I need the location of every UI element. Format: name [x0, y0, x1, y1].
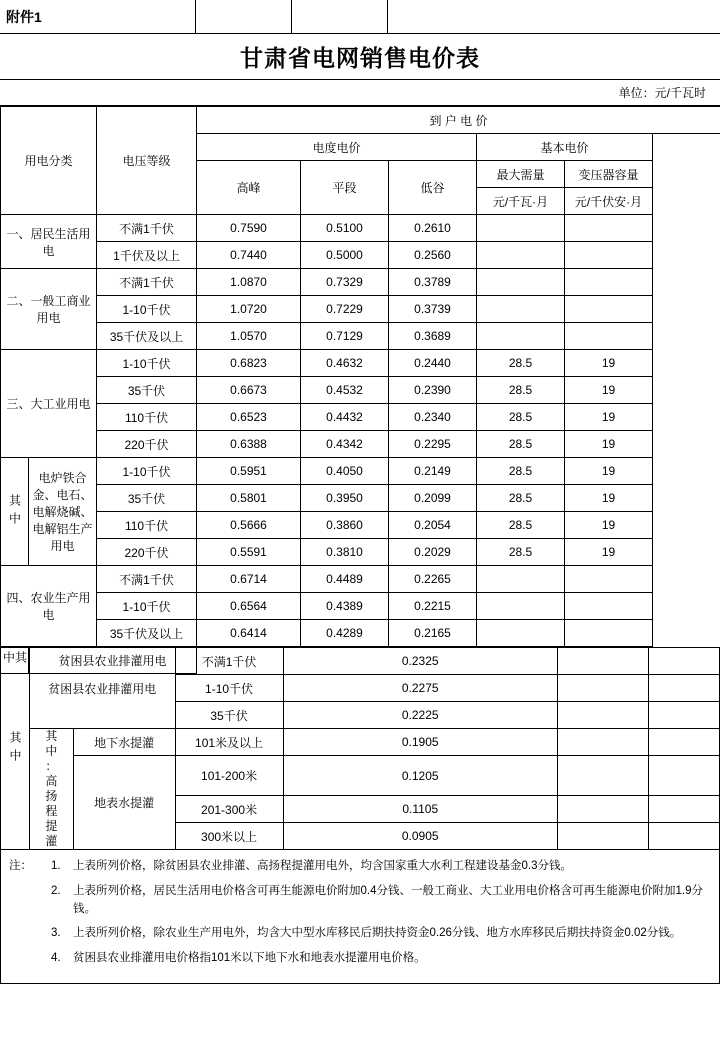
notes-section [0, 850, 720, 984]
voltage-label: 35千伏及以上 [97, 620, 197, 647]
voltage-label: 35千伏及以上 [97, 323, 197, 350]
note-number: 3. [51, 927, 61, 940]
price-single: 0.2275 [283, 675, 557, 702]
price-single: 0.2325 [283, 648, 557, 675]
price-single: 0.2225 [283, 702, 557, 729]
price-valley: 0.2265 [389, 566, 477, 593]
header-unit-capacity: 元/千伏安·月 [565, 188, 653, 215]
price-demand [557, 756, 648, 796]
table-row [1, 729, 720, 756]
attachment-header-row [0, 0, 720, 34]
category-residential: 一、居民生活用电 [1, 215, 97, 269]
price-flat: 0.7329 [301, 269, 389, 296]
price-peak: 0.6523 [197, 404, 301, 431]
voltage-label: 101米及以上 [175, 729, 283, 756]
attachment-blank-cell-2 [292, 0, 388, 34]
price-peak: 0.6564 [197, 593, 301, 620]
price-demand [477, 242, 565, 269]
note-text: 上表所列价格，居民生活用电价格含可再生能源电价附加0.4分钱、一般工商业、大工业用电价格含可再生能源电价附加1.9分钱。 [73, 884, 703, 915]
price-demand: 28.5 [477, 431, 565, 458]
poor-county-irrigation-label: 贫困县农业排灌用电 [29, 647, 197, 674]
price-capacity: 19 [565, 404, 653, 431]
price-capacity: 19 [565, 350, 653, 377]
price-peak: 1.0570 [197, 323, 301, 350]
note-number: 1. [51, 860, 61, 872]
category-large-industry: 三、大工业用电 [1, 350, 97, 458]
note-item [9, 858, 709, 876]
table-row [1, 566, 720, 593]
page-title: 甘肃省电网销售电价表 [240, 46, 480, 71]
voltage-label: 1千伏及以上 [97, 242, 197, 269]
table-row [1, 323, 720, 350]
price-flat: 0.4632 [301, 350, 389, 377]
header-valley: 低谷 [389, 161, 477, 215]
table-row [1, 512, 720, 539]
price-flat: 0.4532 [301, 377, 389, 404]
attachment-blank-cell-1 [196, 0, 292, 34]
price-single: 0.1205 [283, 756, 557, 796]
note-text: 上表所列价格，除贫困县农业排灌、高扬程提灌用电外，均含国家重大水利工程建设基金0.3分钱。 [73, 860, 572, 872]
price-valley: 0.3789 [389, 269, 477, 296]
voltage-label: 不满1千伏 [175, 648, 283, 675]
price-valley: 0.2560 [389, 242, 477, 269]
high-lift-label: 其 中 ： 高 扬 程 提 灌 [30, 729, 74, 850]
price-peak: 0.5666 [197, 512, 301, 539]
table-row [1, 215, 720, 242]
price-demand [557, 796, 648, 823]
electricity-price-table-lower [0, 647, 720, 850]
header-flat: 平段 [301, 161, 389, 215]
price-capacity [565, 269, 653, 296]
header-transformer-capacity: 变压器容量 [565, 161, 653, 188]
note-item [9, 883, 709, 919]
price-peak: 0.6414 [197, 620, 301, 647]
table-row [1, 593, 720, 620]
price-peak: 0.6823 [197, 350, 301, 377]
qizhong-label-1 [1, 458, 29, 566]
price-peak: 0.5951 [197, 458, 301, 485]
voltage-label: 1-10千伏 [175, 675, 283, 702]
price-flat: 0.7129 [301, 323, 389, 350]
voltage-label: 35千伏 [97, 377, 197, 404]
voltage-label: 1-10千伏 [97, 458, 197, 485]
note-text: 上表所列价格，除农业生产用电外，均含大中型水库移民后期扶持资金0.26分钱、地方水库移民后期扶持资金0.02分钱。 [73, 927, 682, 940]
table-row [1, 620, 720, 647]
price-capacity [565, 566, 653, 593]
price-capacity: 19 [565, 377, 653, 404]
header-basic-price: 基本电价 [477, 134, 653, 161]
qizhong-label-2b [1, 648, 30, 850]
voltage-label: 35千伏 [175, 702, 283, 729]
voltage-label: 不满1千伏 [97, 566, 197, 593]
price-demand [557, 648, 648, 675]
price-capacity: 19 [565, 539, 653, 566]
voltage-label: 1-10千伏 [97, 296, 197, 323]
note-number: 4. [51, 952, 61, 965]
table-row [1, 350, 720, 377]
price-demand [557, 823, 648, 850]
voltage-label: 300米以上 [175, 823, 283, 850]
price-capacity: 19 [565, 512, 653, 539]
price-capacity: 19 [565, 458, 653, 485]
table-row [1, 404, 720, 431]
price-demand [477, 215, 565, 242]
note-item [9, 950, 709, 968]
table-row [1, 539, 720, 566]
price-peak: 0.5591 [197, 539, 301, 566]
header-to-household-price: 到 户 电 价 [197, 107, 720, 134]
price-capacity [649, 796, 720, 823]
price-flat: 0.4289 [301, 620, 389, 647]
price-valley: 0.2165 [389, 620, 477, 647]
attachment-blank-cell-3 [388, 0, 720, 34]
price-capacity [565, 323, 653, 350]
note-text: 贫困县农业排灌用电价格指101米以下地下水和地表水提灌用电价格。 [73, 952, 426, 965]
price-peak: 0.6388 [197, 431, 301, 458]
price-single: 0.0905 [283, 823, 557, 850]
price-demand: 28.5 [477, 350, 565, 377]
price-capacity [565, 215, 653, 242]
header-peak: 高峰 [197, 161, 301, 215]
special-industry-label: 电炉铁合金、电石、电解烧碱、电解铝生产用电 [29, 458, 97, 566]
header-max-demand: 最大需量 [477, 161, 565, 188]
table-row [1, 242, 720, 269]
qizhong-label-2-text: 其中 [1, 651, 28, 669]
voltage-label: 35千伏 [97, 485, 197, 512]
price-flat: 0.3860 [301, 512, 389, 539]
price-single: 0.1105 [283, 796, 557, 823]
price-flat: 0.3810 [301, 539, 389, 566]
table-row [1, 269, 720, 296]
price-demand [557, 729, 648, 756]
notes-label: 注： [9, 860, 32, 872]
voltage-label: 220千伏 [97, 431, 197, 458]
table-header-row-1 [1, 107, 720, 134]
price-valley: 0.3689 [389, 323, 477, 350]
price-flat: 0.4432 [301, 404, 389, 431]
price-valley: 0.2610 [389, 215, 477, 242]
groundwater-lift-label: 地下水提灌 [73, 729, 175, 756]
price-flat: 0.7229 [301, 296, 389, 323]
table-row [1, 485, 720, 512]
price-peak: 1.0720 [197, 296, 301, 323]
price-demand: 28.5 [477, 539, 565, 566]
price-capacity [565, 620, 653, 647]
price-flat: 0.5000 [301, 242, 389, 269]
category-general-commercial: 二、一般工商业用电 [1, 269, 97, 350]
header-category: 用电分类 [1, 107, 97, 215]
poor-county-irrigation-label: 贫困县农业排灌用电 [30, 648, 175, 729]
price-demand: 28.5 [477, 485, 565, 512]
voltage-label: 101-200米 [175, 756, 283, 796]
price-demand [477, 566, 565, 593]
qizhong-label-2b-text: 其中 [8, 730, 23, 767]
note-number: 2. [51, 884, 61, 897]
price-flat: 0.4389 [301, 593, 389, 620]
price-peak: 0.6714 [197, 566, 301, 593]
price-demand [477, 620, 565, 647]
surfacewater-lift-label: 地表水提灌 [73, 756, 175, 850]
voltage-label: 110千伏 [97, 404, 197, 431]
qizhong-label-1-text: 其中 [7, 493, 22, 530]
price-peak: 0.5801 [197, 485, 301, 512]
price-flat: 0.3950 [301, 485, 389, 512]
price-capacity [565, 593, 653, 620]
header-energy-price: 电度电价 [197, 134, 477, 161]
table-row [1, 458, 720, 485]
price-demand [557, 702, 648, 729]
price-valley: 0.2029 [389, 539, 477, 566]
category-agriculture: 四、农业生产用电 [1, 566, 97, 647]
price-capacity: 19 [565, 485, 653, 512]
table-row [1, 756, 720, 796]
voltage-label: 不满1千伏 [97, 215, 197, 242]
page-title-row [0, 34, 720, 80]
voltage-label: 1-10千伏 [97, 350, 197, 377]
price-valley: 0.2099 [389, 485, 477, 512]
voltage-label: 220千伏 [97, 539, 197, 566]
price-flat: 0.4342 [301, 431, 389, 458]
voltage-label: 201-300米 [175, 796, 283, 823]
unit-label: 单位：元/千瓦时 [618, 86, 706, 100]
price-flat: 0.4489 [301, 566, 389, 593]
price-peak: 1.0870 [197, 269, 301, 296]
price-valley: 0.2295 [389, 431, 477, 458]
electricity-price-table [0, 106, 720, 674]
price-single: 0.1905 [283, 729, 557, 756]
voltage-label: 110千伏 [97, 512, 197, 539]
voltage-label: 1-10千伏 [97, 593, 197, 620]
header-unit-demand: 元/千瓦·月 [477, 188, 565, 215]
price-valley: 0.2440 [389, 350, 477, 377]
price-peak: 0.7440 [197, 242, 301, 269]
price-capacity [565, 242, 653, 269]
price-valley: 0.2149 [389, 458, 477, 485]
qizhong-label-2 [1, 647, 29, 674]
unit-row [0, 80, 720, 106]
price-capacity [565, 296, 653, 323]
price-demand: 28.5 [477, 512, 565, 539]
price-valley: 0.2340 [389, 404, 477, 431]
price-capacity [649, 675, 720, 702]
price-peak: 0.7590 [197, 215, 301, 242]
price-valley: 0.2054 [389, 512, 477, 539]
price-demand: 28.5 [477, 377, 565, 404]
table-row [1, 296, 720, 323]
price-flat: 0.5100 [301, 215, 389, 242]
price-peak: 0.6673 [197, 377, 301, 404]
header-voltage-level: 电压等级 [97, 107, 197, 215]
price-capacity [649, 823, 720, 850]
price-valley: 0.3739 [389, 296, 477, 323]
price-valley: 0.2390 [389, 377, 477, 404]
price-capacity: 19 [565, 431, 653, 458]
table-row [1, 377, 720, 404]
price-demand [477, 323, 565, 350]
price-capacity [649, 729, 720, 756]
price-capacity [649, 702, 720, 729]
voltage-label: 不满1千伏 [97, 269, 197, 296]
price-demand: 28.5 [477, 404, 565, 431]
attachment-label: 附件1 [0, 0, 196, 34]
price-valley: 0.2215 [389, 593, 477, 620]
price-demand: 28.5 [477, 458, 565, 485]
price-capacity [649, 756, 720, 796]
table-row [1, 431, 720, 458]
note-item [9, 925, 709, 943]
price-demand [477, 269, 565, 296]
price-demand [477, 296, 565, 323]
price-capacity [649, 648, 720, 675]
price-demand [557, 675, 648, 702]
price-demand [477, 593, 565, 620]
price-flat: 0.4050 [301, 458, 389, 485]
